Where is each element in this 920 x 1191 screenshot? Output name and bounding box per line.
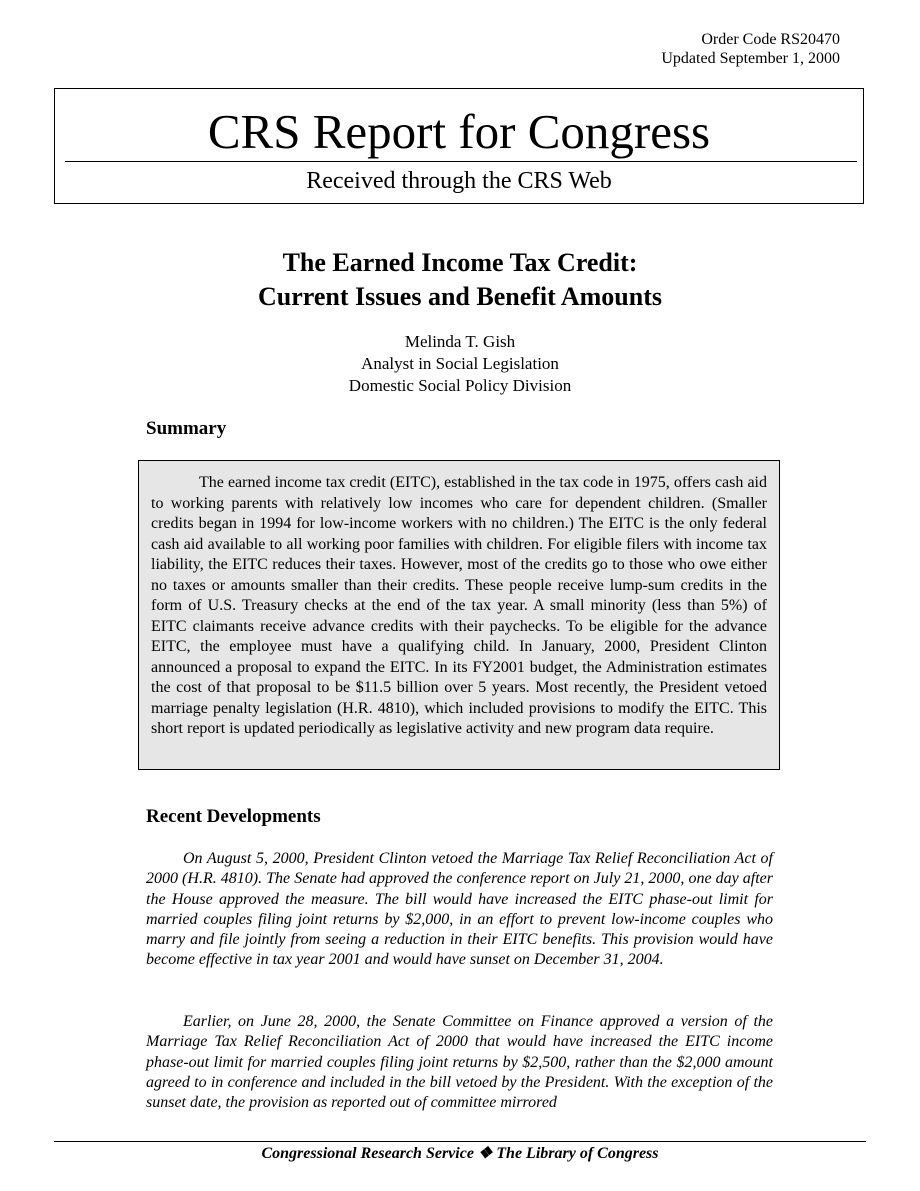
author-name: Melinda T. Gish xyxy=(404,332,516,351)
document-title-line-2: Current Issues and Benefit Amounts xyxy=(257,282,662,311)
report-banner xyxy=(54,88,864,204)
page-footer xyxy=(0,1144,920,1164)
order-code-block xyxy=(661,30,840,68)
footer-crs: Congressional Research Service xyxy=(261,1145,474,1162)
summary-box xyxy=(138,460,780,770)
footer-divider xyxy=(54,1141,866,1142)
banner-divider xyxy=(65,161,857,162)
summary-text: The earned income tax credit (EITC), established in the tax code in 1975, offers cash aid to working parents with relatively low incomes who care for dependent children. (Smaller credits began in 1994 for low-income workers with no children.) The EITC is the only federal cash aid available to all working poor families with children. For eligible filers with income tax liability, the EITC reduces their taxes. However, most of the credits go to those who owe either no taxes or amounts smaller than their credits. These people receive lump-sum credits in the form of U.S. Treasury checks at the end of the tax year. A small minority (less than 5%) of EITC claimants receive advance credits with their paychecks. To be eligible for the advance EITC, the employee must have a qualifying child. In January, 2000, President Clinton announced a proposal to expand the EITC. In its FY2001 budget, the Administration estimates the cost of that proposal to be $11.5 billion over 5 years. Most recently, the President vetoed marriage penalty legislation (H.R. 4810), which included provisions to modify the EITC. This short report is updated periodically as legislative activity and new program data require. xyxy=(151,474,767,737)
recent-paragraph-1: On August 5, 2000, President Clinton vetoed the Marriage Tax Relief Reconciliation Act of 2000 (H.R. 4810). The Senate had approved the conference report on July 21, 2000, one day after the House approved the measure. The bill would have increased the EITC phase-out limit for married couples filing joint returns by $2,000, in an effort to prevent low-income couples who marry and file jointly from seeing a reduction in their EITC benefits. This provision would have become effective in tax year 2001 and would have sunset on December 31, 2004. xyxy=(146,850,773,969)
recent-paragraph-2: Earlier, on June 28, 2000, the Senate Committee on Finance approved a version of the Marriage Tax Relief Reconciliation Act of 2000 that would have increased the EITC income phase-out limit for married couples filing joint returns by $2,500, rather than the $2,000 amount agreed to in conference and included in the bill vetoed by the President. With the exception of the sunset date, the provision as reported out of committee mirrored xyxy=(146,1013,773,1112)
document-title-line-1: The Earned Income Tax Credit: xyxy=(282,248,638,277)
updated-date: Updated September 1, 2000 xyxy=(661,50,840,67)
banner-title: CRS Report for Congress xyxy=(207,104,711,159)
author-title: Analyst in Social Legislation xyxy=(361,354,559,373)
footer-library: The Library of Congress xyxy=(496,1145,659,1162)
author-block xyxy=(0,331,920,397)
summary-heading: Summary xyxy=(146,418,227,439)
author-division: Domestic Social Policy Division xyxy=(348,376,572,395)
recent-developments-heading: Recent Developments xyxy=(146,806,321,827)
banner-subtitle: Received through the CRS Web xyxy=(306,168,612,194)
order-code: Order Code RS20470 xyxy=(701,31,840,48)
footer-separator-icon: ❖ xyxy=(477,1145,493,1162)
document-title xyxy=(0,246,920,314)
